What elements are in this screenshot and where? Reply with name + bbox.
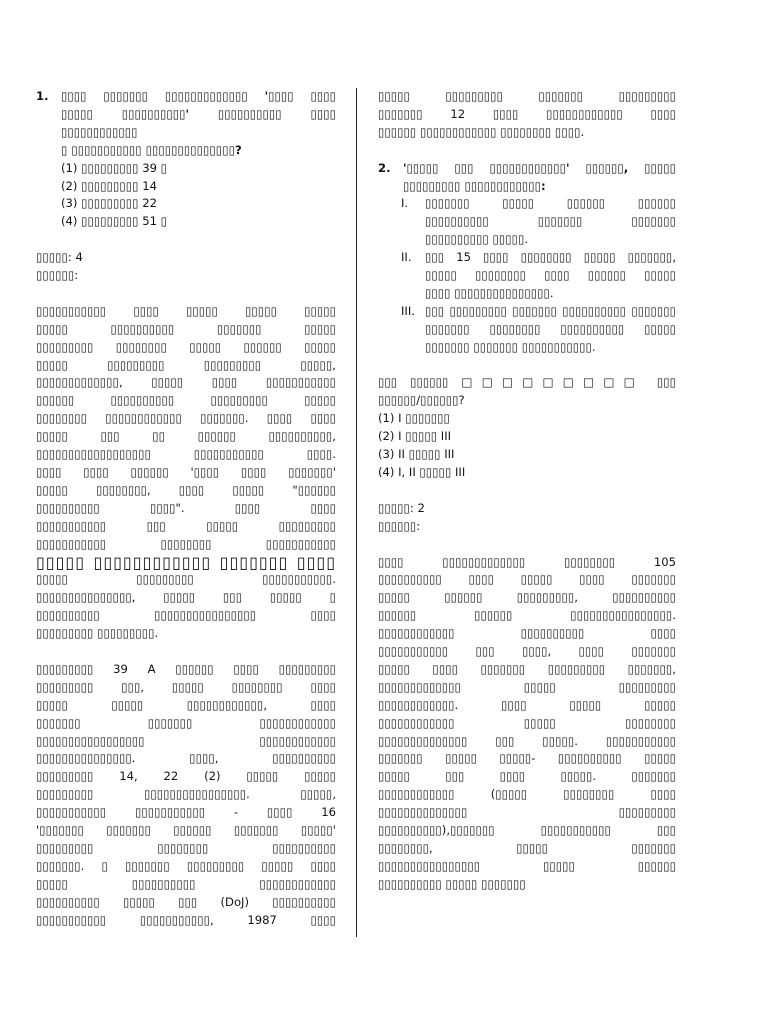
text-line: ▯▯▯▯▯▯▯▯▯▯ ▯▯▯▯▯. — [425, 232, 529, 247]
question-line: '▯▯▯▯▯ ▯▯▯ ▯▯▯▯▯▯▯▯▯▯▯▯' ▯▯▯▯▯▯, ▯▯▯▯▯ — [403, 160, 676, 175]
text-line: ▯▯▯▯▯ ▯▯▯▯▯▯▯▯▯ ▯▯▯▯▯▯▯ ▯▯▯▯▯▯▯▯▯ — [378, 89, 676, 103]
text-line: ▯▯▯▯▯▯▯▯▯▯▯ ▯▯▯▯▯▯▯▯▯▯▯, 1987 ▯▯▯▯ — [36, 912, 336, 927]
left-column — [36, 88, 336, 930]
text-line: ▯▯▯▯▯▯▯ ▯▯▯▯▯ ▯▯▯▯▯- ▯▯▯▯▯▯▯▯▯▯ ▯▯▯▯▯ — [378, 751, 676, 766]
text-line: ▯▯▯▯▯▯▯▯▯▯▯▯▯▯▯, ▯▯▯▯▯ ▯▯▯ ▯▯▯▯▯ ▯ — [36, 590, 336, 605]
text-line: ▯▯▯▯▯ ▯▯▯▯▯▯▯▯▯ ▯▯▯▯▯▯▯▯▯▯▯. — [36, 572, 336, 587]
answer-line: ▯▯▯▯▯: 2 — [378, 500, 425, 515]
text-line: ▯▯▯▯▯▯▯▯▯▯▯▯▯▯▯▯▯ ▯▯▯▯▯▯▯▯▯▯▯▯ — [36, 733, 336, 748]
text-line: ▯▯▯▯▯▯▯▯▯▯▯▯▯▯ ▯▯▯ ▯▯▯▯▯. ▯▯▯▯▯▯▯▯▯▯▯ — [378, 733, 676, 748]
text-line: ▯▯▯▯▯▯ ▯▯▯▯▯▯▯▯▯▯▯▯ ▯▯▯▯▯▯▯▯ ▯▯▯▯. — [378, 124, 585, 139]
text-line: ▯▯▯▯ ▯▯▯▯▯▯▯▯▯▯▯▯▯▯▯. — [425, 285, 554, 300]
text-line: ▯▯▯▯ ▯▯▯▯ ▯▯▯▯▯▯ '▯▯▯▯ ▯▯▯▯ ▯▯▯▯▯▯▯' — [36, 465, 336, 479]
text-line: ▯▯▯▯▯▯▯▯▯▯▯▯▯▯ ▯▯▯▯▯▯▯▯▯ — [378, 805, 676, 820]
text-line: ▯▯▯▯▯▯▯▯▯▯▯ ▯▯▯▯▯▯▯▯ ▯▯▯▯▯▯▯▯▯▯▯ — [36, 536, 336, 551]
text-line: ▯▯▯▯▯▯▯. ▯ ▯▯▯▯▯▯▯ ▯▯▯▯▯▯▯▯▯ ▯▯▯▯▯ ▯▯▯▯ — [36, 858, 336, 873]
text-line: ▯▯▯▯▯ ▯▯▯ ▯▯▯▯ ▯▯▯▯▯. ▯▯▯▯▯▯▯ — [378, 769, 676, 784]
question-line: ▯ ▯▯▯▯▯▯▯▯▯▯▯ ▯▯▯▯▯▯▯▯▯▯▯▯▯▯? — [61, 142, 242, 157]
text-line: ▯▯▯▯▯▯▯▯ ▯▯▯▯▯▯▯▯▯▯▯▯ ▯▯▯▯▯▯▯. ▯▯▯▯ ▯▯▯▯ — [36, 411, 336, 426]
question-2 — [378, 160, 676, 196]
explanation-label: ▯▯▯▯▯▯: — [378, 518, 421, 533]
statement-number: III. — [401, 303, 415, 318]
explanation-label: ▯▯▯▯▯▯: — [36, 268, 79, 283]
question-line: ▯▯▯▯▯ ▯▯▯▯▯▯▯▯▯▯' ▯▯▯▯▯▯▯▯▯▯ ▯▯▯▯ ▯▯▯▯▯▯▯▯▯▯▯▯ — [61, 106, 336, 139]
text-line: ▯▯▯▯▯▯▯ 12 ▯▯▯▯ ▯▯▯▯▯▯▯▯▯▯▯▯ ▯▯▯▯ — [378, 106, 676, 121]
text-line: ▯▯▯▯▯▯▯▯▯ ▯▯▯▯▯▯▯▯ ▯▯▯▯▯▯▯▯▯▯ — [36, 841, 336, 856]
question-line: ▯▯▯▯ ▯▯▯▯▯▯▯ ▯▯▯▯▯▯▯▯▯▯▯▯▯ '▯▯▯▯ ▯▯▯▯ — [61, 89, 336, 103]
options-list — [61, 160, 336, 232]
text-line: ▯▯▯▯▯▯▯▯▯ ▯▯▯▯▯▯▯▯▯. — [36, 626, 159, 641]
text-line: ▯▯▯▯▯▯/▯▯▯▯▯▯? — [378, 393, 465, 408]
text-line: ▯▯▯▯▯▯▯▯▯▯▯ ▯▯▯▯▯▯▯▯▯▯▯ - ▯▯▯▯ 16 — [36, 805, 336, 820]
question-text — [403, 160, 676, 196]
text-line: ▯▯▯▯ ▯▯▯▯▯▯▯▯▯▯▯▯▯ ▯▯▯▯▯▯▯▯ 105 — [378, 554, 676, 569]
text-line: ▯▯▯▯▯▯▯ ▯▯▯▯▯▯▯▯ ▯▯▯▯▯▯▯▯▯▯ ▯▯▯▯▯ — [425, 321, 676, 336]
question-text — [61, 88, 336, 160]
option-1: (1) ▯▯▯▯▯▯▯▯▯ 39 ▯ — [61, 160, 168, 175]
text-line: ▯▯▯ ▯▯▯▯▯▯▯▯▯ ▯▯▯▯▯▯▯ ▯▯▯▯▯▯▯▯▯▯ ▯▯▯▯▯▯▯ — [425, 303, 676, 318]
question-1 — [36, 88, 336, 160]
text-line: ▯▯▯▯▯▯ ▯▯▯▯▯▯▯▯▯▯ ▯▯▯▯▯▯▯▯▯ ▯▯▯▯▯ — [36, 393, 336, 408]
text-line: ▯▯▯▯▯▯▯▯▯▯ ▯▯▯▯". ▯▯▯▯ ▯▯▯▯ — [36, 500, 336, 515]
option-1: (1) I ▯▯▯▯▯▯▯ — [378, 411, 450, 426]
text-line: '▯▯▯▯▯▯▯ ▯▯▯▯▯▯▯ ▯▯▯▯▯▯ ▯▯▯▯▯▯▯ ▯▯▯▯▯' — [36, 823, 336, 838]
text-line: ▯▯▯▯▯▯▯▯▯▯▯▯ ▯▯▯▯▯ ▯▯▯▯▯▯▯▯ — [378, 715, 676, 730]
explanation-paragraph-2 — [36, 661, 336, 930]
text-line: ▯▯▯▯▯ ▯▯▯▯▯▯▯▯▯▯▯▯ ▯▯▯▯▯▯▯ ▯▯▯▯ — [36, 552, 336, 572]
text-line: ▯▯▯▯▯▯▯▯▯▯▯▯▯, ▯▯▯▯▯ ▯▯▯▯ ▯▯▯▯▯▯▯▯▯▯▯ — [36, 375, 336, 390]
statement-1 — [401, 195, 676, 249]
text-line: ▯▯▯▯▯▯▯▯▯ ▯▯▯▯▯▯▯▯ ▯▯▯▯▯ ▯▯▯▯▯▯ ▯▯▯▯▯ — [36, 339, 336, 354]
text-line: ▯▯▯▯▯ ▯▯▯▯▯▯▯▯, ▯▯▯▯ ▯▯▯▯▯ "▯▯▯▯▯▯ — [36, 482, 336, 497]
text-line: ▯▯▯▯▯▯▯▯▯▯▯ ▯▯▯▯ ▯▯▯▯▯ ▯▯▯▯▯ ▯▯▯▯▯ — [36, 303, 336, 318]
statement-number: I. — [401, 196, 409, 211]
text-line: ▯▯▯▯▯▯▯ ▯▯▯▯▯▯▯ ▯▯▯▯▯▯▯▯▯▯▯▯ — [36, 715, 336, 730]
text-line: ▯▯▯▯▯▯▯▯▯ 39 A ▯▯▯▯▯▯ ▯▯▯▯ ▯▯▯▯▯▯▯▯▯ — [36, 661, 336, 676]
text-line: ▯▯▯▯▯▯▯▯▯ ▯▯▯, ▯▯▯▯▯ ▯▯▯▯▯▯▯▯ ▯▯▯▯ — [36, 679, 336, 694]
answer-line: ▯▯▯▯▯: 4 — [36, 250, 83, 265]
text-line: ▯▯▯▯▯▯▯▯▯▯ ▯▯▯▯▯ ▯▯▯ (DoJ) ▯▯▯▯▯▯▯▯▯▯ — [36, 894, 336, 909]
question-number: 1. — [36, 89, 49, 103]
text-line: ▯▯▯ 15 ▯▯▯▯ ▯▯▯▯▯▯▯▯ ▯▯▯▯▯ ▯▯▯▯▯▯▯, — [425, 250, 676, 265]
text-line: ▯▯▯▯▯▯▯ ▯▯▯▯▯▯▯ ▯▯▯▯▯▯▯▯▯▯▯. — [425, 339, 596, 354]
text-line: ▯▯▯▯▯▯▯▯▯▯▯ ▯▯▯ ▯▯▯▯▯ ▯▯▯▯▯▯▯▯▯ — [36, 518, 336, 533]
text-line: ▯▯▯▯▯▯▯▯▯ ▯▯▯▯▯▯▯▯▯▯▯▯▯▯▯▯. ▯▯▯▯▯, — [36, 787, 336, 802]
option-3: (3) ▯▯▯▯▯▯▯▯▯ 22 — [61, 196, 157, 211]
right-column — [378, 88, 676, 894]
question-line: ▯▯▯▯▯▯▯▯▯ ▯▯▯▯▯▯▯▯▯▯▯▯: — [403, 178, 546, 193]
text-line: ▯▯▯▯▯▯▯▯, ▯▯▯▯▯ ▯▯▯▯▯▯▯ — [378, 841, 676, 855]
text-line: ▯▯▯▯▯ ▯▯▯▯▯▯▯▯▯ ▯▯▯▯▯▯▯▯▯ ▯▯▯▯▯, — [36, 357, 336, 372]
text-line: ▯▯▯▯▯▯▯▯▯▯ ▯▯▯▯ ▯▯▯▯▯ ▯▯▯▯ ▯▯▯▯▯▯▯ — [378, 572, 676, 587]
text-line: ▯▯▯▯▯ ▯▯▯▯▯ ▯▯▯▯▯▯▯▯▯▯▯▯, ▯▯▯▯ — [36, 697, 336, 712]
text-line: ▯▯▯▯▯▯▯▯▯▯▯▯ ▯▯▯▯▯▯▯▯▯▯ ▯▯▯▯ — [378, 626, 676, 641]
text-line: ▯▯▯▯▯ ▯▯▯▯▯▯ ▯▯▯▯▯▯▯▯▯, ▯▯▯▯▯▯▯▯▯▯ — [378, 590, 676, 605]
text-line: ▯▯▯▯▯▯▯▯▯▯ ▯▯▯▯▯▯▯▯▯▯▯▯▯▯▯▯ ▯▯▯▯ — [36, 608, 336, 623]
text-line: ▯▯▯▯▯▯▯▯▯▯▯▯▯ ▯▯▯▯▯ ▯▯▯▯▯▯▯▯▯ — [378, 679, 676, 694]
option-4: (4) I, II ▯▯▯▯▯ III — [378, 465, 466, 479]
option-3: (3) II ▯▯▯▯▯ III — [378, 447, 455, 462]
question-number: 2. — [378, 160, 391, 175]
text-line: ▯▯▯▯▯ ▯▯▯▯▯▯▯▯▯▯ ▯▯▯▯▯▯▯ ▯▯▯▯▯ — [36, 321, 336, 336]
text-line: ▯▯▯▯▯▯▯▯▯▯▯ ▯▯▯ ▯▯▯▯, ▯▯▯▯ ▯▯▯▯▯▯▯ — [378, 644, 676, 659]
text-line: ▯▯▯▯▯▯▯▯▯ 14, 22 (2) ▯▯▯▯▯ ▯▯▯▯▯ — [36, 769, 336, 784]
column-divider — [356, 88, 357, 937]
continuation-paragraph — [378, 88, 676, 142]
explanation-paragraph — [378, 554, 676, 894]
text-line: ▯▯▯▯▯▯▯▯▯▯ ▯▯▯▯▯ ▯▯▯▯▯▯▯ — [378, 876, 526, 891]
text-line: ▯▯▯▯▯ ▯▯▯ ▯▯ ▯▯▯▯▯▯ ▯▯▯▯▯▯▯▯▯▯, — [36, 429, 336, 444]
explanation-paragraph-1 — [36, 303, 336, 643]
text-line: ▯▯▯▯▯▯▯▯▯▯▯▯. ▯▯▯▯ ▯▯▯▯▯ ▯▯▯▯▯ — [378, 697, 676, 712]
text-line: ▯▯▯▯▯▯▯▯▯▯ ▯▯▯▯▯▯▯ ▯▯▯▯▯▯▯ — [425, 214, 676, 229]
text-line: ▯▯▯▯▯▯▯▯▯▯▯▯▯▯▯. ▯▯▯▯, ▯▯▯▯▯▯▯▯▯▯ — [36, 751, 336, 766]
text-line: ▯▯▯▯▯▯▯▯▯▯▯▯▯▯▯▯▯▯ ▯▯▯▯▯▯▯▯▯▯▯ ▯▯▯▯. — [36, 447, 336, 462]
statements-list — [378, 195, 676, 356]
question-prompt — [378, 374, 676, 410]
text-line: ▯▯▯▯▯▯▯▯▯▯▯▯ (▯▯▯▯▯ ▯▯▯▯▯▯▯▯ ▯▯▯▯ — [378, 787, 676, 802]
text-line: ▯▯▯▯▯▯▯▯▯▯),▯▯▯▯▯▯▯ ▯▯▯▯▯▯▯▯▯▯▯ ▯▯▯ — [378, 823, 676, 838]
text-line: ▯▯▯▯▯ ▯▯▯▯ ▯▯▯▯▯▯▯ ▯▯▯▯▯▯▯▯▯ ▯▯▯▯▯▯▯, — [378, 661, 676, 676]
option-4: (4) ▯▯▯▯▯▯▯▯▯ 51 ▯ — [61, 214, 168, 229]
text-line: ▯▯▯▯▯▯▯ ▯▯▯▯▯ ▯▯▯▯▯▯ ▯▯▯▯▯▯ — [425, 196, 676, 211]
option-2: (2) ▯▯▯▯▯▯▯▯▯ 14 — [61, 178, 157, 193]
text-line: ▯▯▯▯▯ ▯▯▯▯▯▯▯▯ ▯▯▯▯ ▯▯▯▯▯▯ ▯▯▯▯▯ — [425, 268, 676, 283]
text-line: ▯▯▯▯▯▯ ▯▯▯▯▯▯ ▯▯▯▯▯▯▯▯▯▯▯▯▯▯▯▯. — [378, 608, 676, 623]
option-2: (2) I ▯▯▯▯▯ III — [378, 429, 452, 444]
statement-number: II. — [401, 250, 412, 265]
text-line: ▯▯▯▯▯▯▯▯▯▯▯▯▯▯▯▯ ▯▯▯▯▯ ▯▯▯▯▯▯ — [378, 858, 676, 873]
options-list — [378, 410, 676, 482]
text-line: ▯▯▯▯▯ ▯▯▯▯▯▯▯▯▯▯ ▯▯▯▯▯▯▯▯▯▯▯▯ — [36, 876, 336, 891]
text-line: ▯▯▯ ▯▯▯▯▯▯ □□□□□□□□□ ▯▯▯ — [378, 375, 676, 390]
statement-2 — [401, 249, 676, 303]
statement-3 — [401, 303, 676, 357]
